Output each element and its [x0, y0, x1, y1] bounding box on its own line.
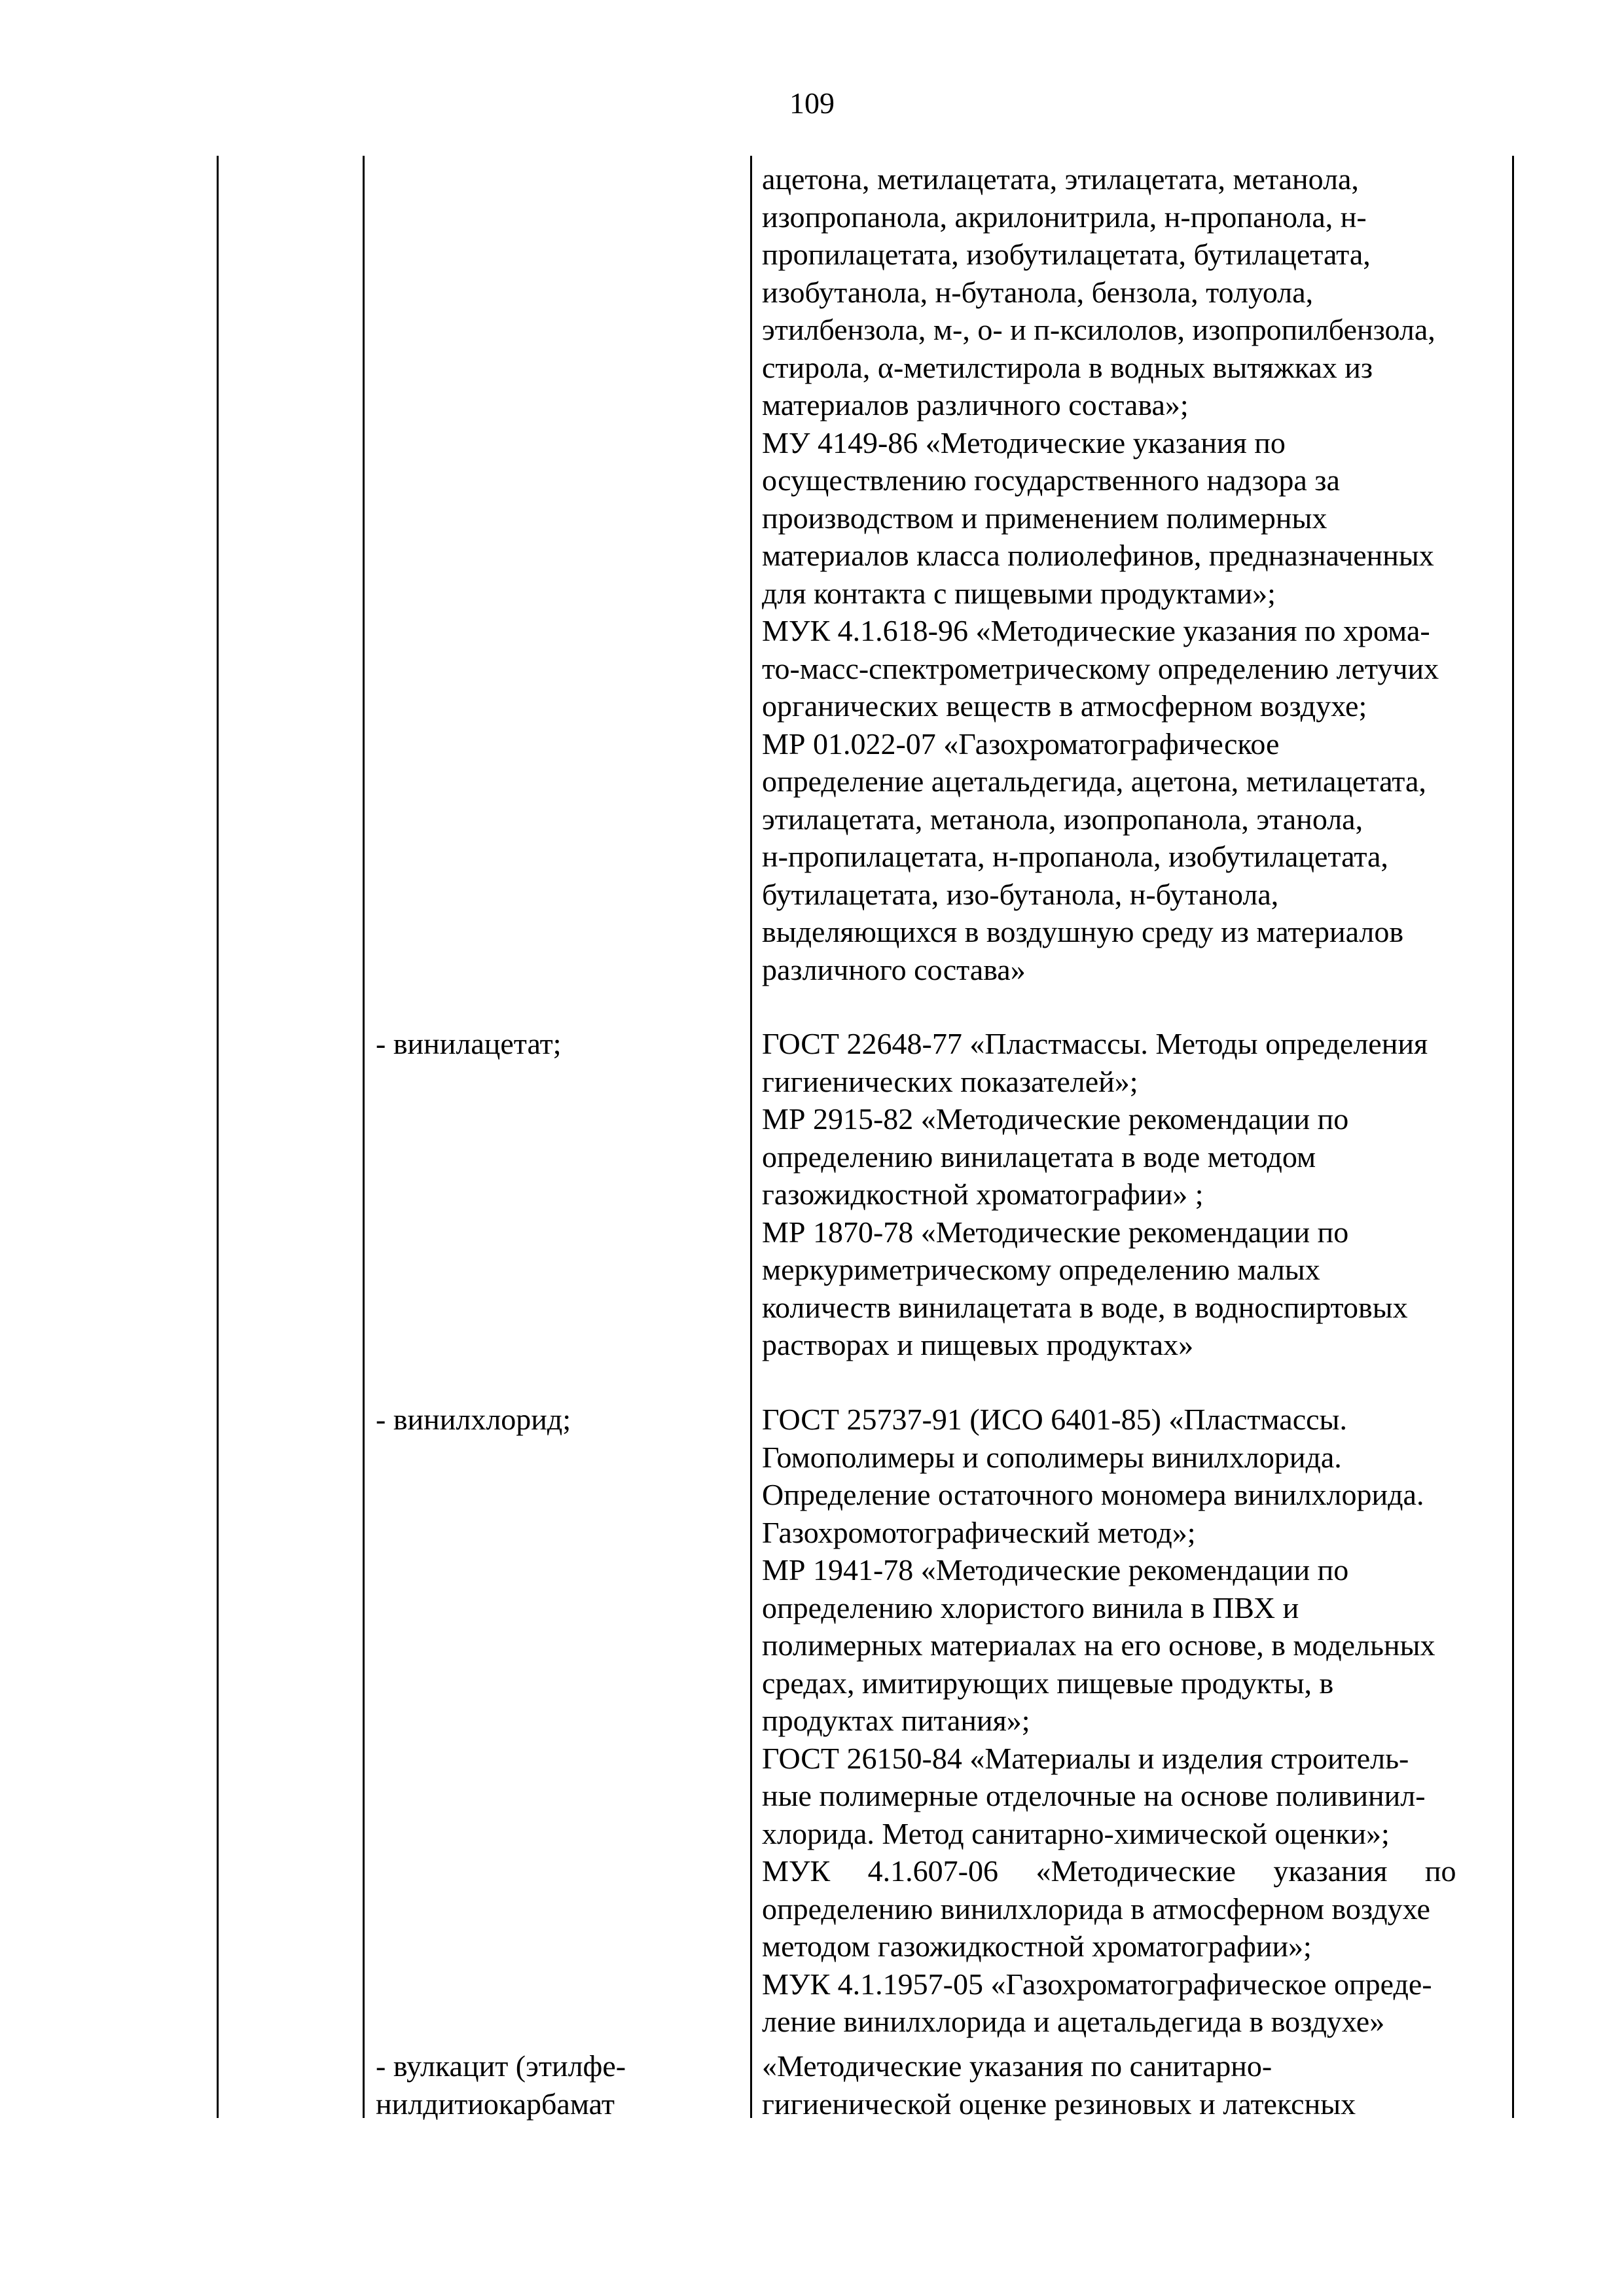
method-line: полимерных материалах на его основе, в модельных [762, 1628, 1435, 1662]
table-row-1-methods [762, 1025, 1504, 1364]
method-line: растворах и пищевых продуктах» [762, 1328, 1194, 1361]
method-line: ные полимерные отделочные на основе поливинил- [762, 1779, 1426, 1812]
method-line: ГОСТ 25737-91 (ИСО 6401-85) «Пластмассы. [762, 1403, 1347, 1436]
substance-name: - винилхлорид; [376, 1403, 571, 1436]
method-line: этилбензола, м-, о- и п-ксилолов, изопропилбензола, [762, 313, 1435, 346]
method-line: МР 1941-78 «Методические рекомендации по [762, 1553, 1349, 1587]
method-line: МР 1870-78 «Методические рекомендации по [762, 1215, 1349, 1249]
method-line: бутилацетата, изо-бутанола, н-бутанола, [762, 877, 1279, 911]
method-line: гигиенической оценке резиновых и латексных [762, 2087, 1356, 2121]
method-line: методом газожидкостной хроматографии»; [762, 1929, 1312, 1963]
method-line: «Методические указания по санитарно- [762, 2049, 1272, 2083]
method-line: Определение остаточного мономера винилхлорида. [762, 1478, 1424, 1511]
method-line: определению винилацетата в воде методом [762, 1139, 1316, 1174]
method-line: гигиенических показателей»; [762, 1064, 1138, 1098]
method-line: изопропанола, акрилонитрила, н-пропанола, н- [762, 200, 1367, 234]
method-line: этилацетата, метанола, изопропанола, этанола, [762, 802, 1363, 836]
method-line: газожидкостной хроматографии» ; [762, 1177, 1204, 1211]
table-row-3-substance [376, 2047, 742, 2123]
method-line: средах, имитирующих пищевые продукты, в [762, 1666, 1334, 1700]
substance-name: нилдитиокарбамат [376, 2087, 615, 2121]
method-line: изобутанола, н-бутанола, бензола, толуола, [762, 275, 1314, 309]
method-line: МУК 4.1.607-06 «Методические указания по [762, 1854, 1456, 1888]
method-line: производством и применением полимерных [762, 501, 1327, 535]
table-column-divider-1 [363, 156, 365, 2118]
method-line: МУК 4.1.1957-05 «Газохроматографическое опреде- [762, 1967, 1432, 2001]
substance-name: - винилацетат; [376, 1027, 562, 1060]
method-line: пропилацетата, изобутилацетата, бутилацетата, [762, 238, 1371, 271]
method-line: материалов различного состава»; [762, 388, 1189, 422]
method-line: МР 01.022-07 «Газохроматографическое [762, 726, 1280, 761]
method-line: хлорида. Метод санитарно-химической оценки»; [762, 1816, 1390, 1850]
table-row-2-substance [376, 1401, 742, 1439]
table-row-1-substance [376, 1025, 742, 1063]
method-line: меркуриметрическому определению малых [762, 1253, 1320, 1286]
substance-name: - вулкацит (этилфе- [376, 2049, 626, 2083]
method-line: Газохромотографический метод»; [762, 1515, 1196, 1549]
method-line: различного состава» [762, 952, 1026, 986]
method-line: выделяющихся в воздушную среду из материалов [762, 915, 1404, 948]
method-line: ГОСТ 22648-77 «Пластмассы. Методы определения [762, 1027, 1428, 1060]
method-line: определение ацетальдегида, ацетона, метилацетата, [762, 764, 1426, 798]
method-line: продуктах питания»; [762, 1704, 1030, 1737]
method-line: МР 2915-82 «Методические рекомендации по [762, 1102, 1349, 1136]
method-line: МУК 4.1.618-96 «Методические указания по хрома- [762, 614, 1430, 647]
method-line: органических веществ в атмосферном воздухе; [762, 689, 1367, 723]
table-row-0-methods [762, 160, 1504, 988]
method-line: количеств винилацетата в воде, в водноспиртовых [762, 1290, 1408, 1324]
method-line: н-пропилацетата, н-пропанола, изобутилацетата, [762, 840, 1388, 873]
method-line: Гомополимеры и сополимеры винилхлорида. [762, 1440, 1342, 1474]
table-border-left [217, 156, 219, 2118]
method-line: то-масс-спектрометрическому определению летучих [762, 651, 1439, 685]
method-line: стирола, α-метилстирола в водных вытяжках из [762, 350, 1373, 384]
table-row-2-methods [762, 1401, 1504, 2041]
table-column-divider-2 [750, 156, 752, 2118]
method-line: МУ 4149-86 «Методические указания по [762, 425, 1286, 459]
method-line: определению винилхлорида в атмосферном воздухе [762, 1892, 1430, 1926]
method-line: ГОСТ 26150-84 «Материалы и изделия строитель- [762, 1741, 1409, 1775]
method-line: ление винилхлорида и ацетальдегида в воздухе» [762, 2005, 1385, 2038]
method-line: материалов класса полиолефинов, предназначенных [762, 539, 1434, 572]
method-line: определению хлористого винила в ПВХ и [762, 1590, 1299, 1624]
method-line: осуществлению государственного надзора за [762, 463, 1340, 497]
table-border-right [1512, 156, 1514, 2118]
method-line: ацетона, метилацетата, этилацетата, метанола, [762, 162, 1359, 196]
page-number: 109 [789, 86, 835, 120]
method-line: для контакта с пищевыми продуктами»; [762, 576, 1276, 610]
table-row-3-methods [762, 2047, 1504, 2123]
